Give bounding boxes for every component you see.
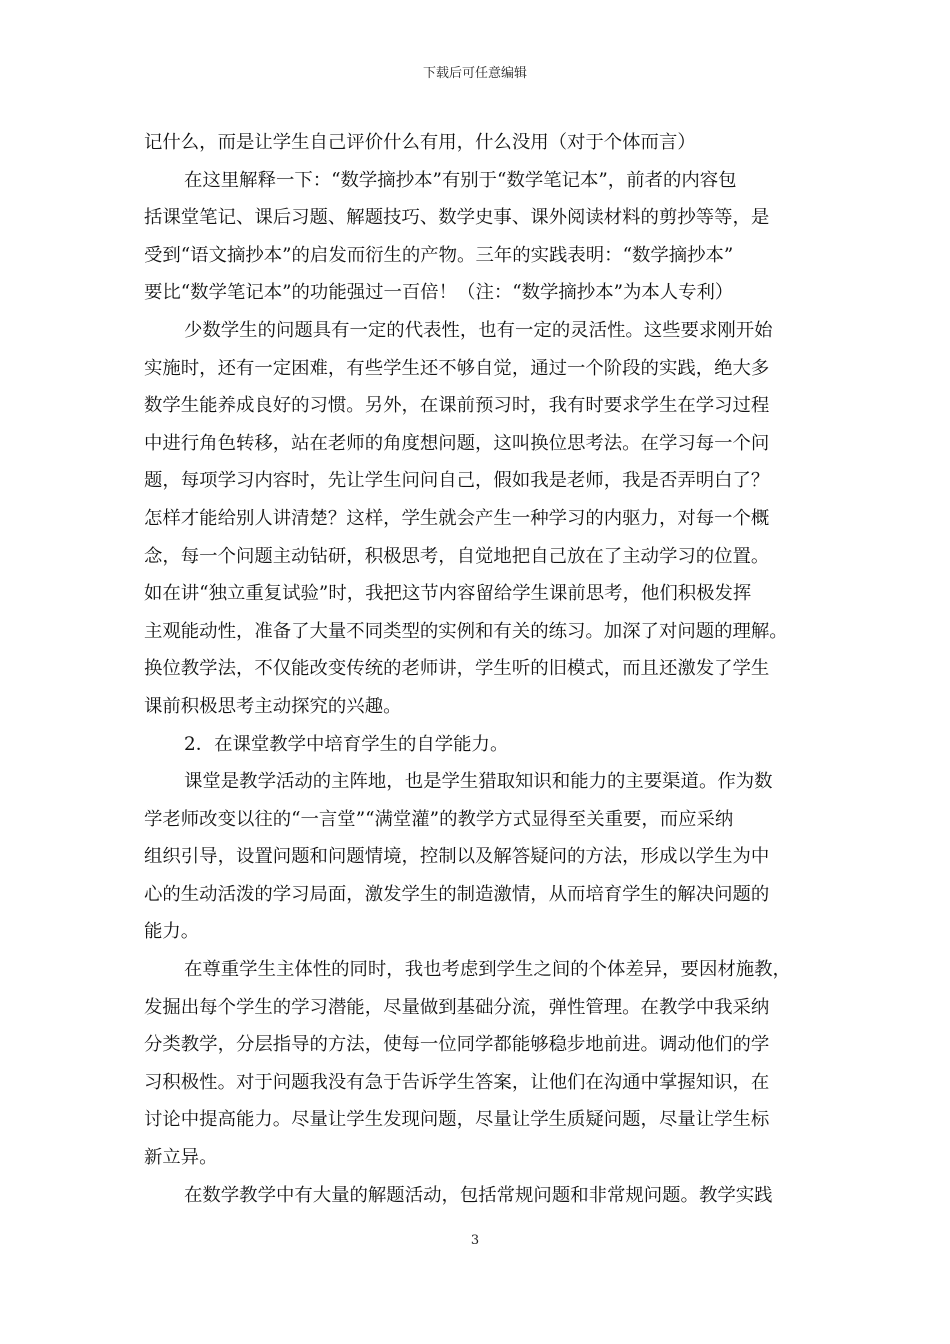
- section-heading: 2．在课堂教学中培育学生的自学能力。: [184, 733, 509, 755]
- text-line: 新立异。: [144, 1147, 218, 1169]
- text-line: 怎样才能给别人讲清楚？这样，学生就会产生一种学习的内驱力，对每一个概: [144, 507, 770, 529]
- text-line: 要比“数学笔记本”的功能强过一百倍！（注：“数学摘抄本”为本人专利）: [144, 282, 734, 304]
- text-line: 题，每项学习内容时，先让学生问问自己，假如我是老师，我是否弄明白了？: [144, 470, 770, 492]
- text-line: 念，每一个问题主动钻研，积极思考，自觉地把自己放在了主动学习的位置。: [144, 545, 770, 567]
- text-line: 发掘出每个学生的学习潜能，尽量做到基础分流，弹性管理。在教学中我采纳: [144, 996, 770, 1018]
- text-line: 主观能动性，准备了大量不同类型的实例和有关的练习。加深了对问题的理解。: [144, 620, 788, 642]
- text-line: 能力。: [144, 921, 200, 943]
- paragraph-start-line: 在数学教学中有大量的解题活动，包括常规问题和非常规问题。教学实践: [184, 1184, 773, 1206]
- text-line: 实施时，还有一定困难，有些学生还不够自觉，通过一个阶段的实践，绝大多: [144, 357, 770, 379]
- text-line: 习积极性。对于问题我没有急于告诉学生答案，让他们在沟通中掌握知识，在: [144, 1071, 770, 1093]
- text-line: 学老师改变以往的“一言堂”“满堂灌”的教学方式显得至关重要，而应采纳: [144, 808, 734, 830]
- page-header: 下载后可任意编辑: [422, 66, 527, 81]
- page-number: 3: [470, 1233, 480, 1248]
- text-line: 括课堂笔记、课后习题、解题技巧、数学史事、课外阅读材料的剪抄等等，是: [144, 207, 770, 229]
- text-line: 心的生动活泼的学习局面，激发学生的制造激情，从而培育学生的解决问题的: [144, 883, 770, 905]
- text-line: 数学生能养成良好的习惯。另外，在课前预习时，我有时要求学生在学习过程: [144, 395, 770, 417]
- text-line: 受到“语文摘抄本”的启发而衍生的产物。三年的实践表明：“数学摘抄本”: [144, 244, 734, 266]
- text-line: 记什么，而是让学生自己评价什么有用，什么没用（对于个体而言）: [144, 132, 696, 153]
- paragraph-start-line: 在这里解释一下：“数学摘抄本”有别于“数学笔记本”，前者的内容包: [184, 169, 737, 191]
- paragraph-start-line: 在尊重学生主体性的同时，我也考虑到学生之间的个体差异，要因材施教，: [184, 959, 791, 981]
- text-line: 中进行角色转移，站在老师的角度想问题，这叫换位思考法。在学习每一个问: [144, 432, 770, 454]
- paragraph-start-line: 少数学生的问题具有一定的代表性，也有一定的灵活性。这些要求刚开始: [184, 319, 773, 341]
- text-line: 分类教学，分层指导的方法，使每一位同学都能够稳步地前进。调动他们的学: [144, 1034, 770, 1056]
- text-line: 课前积极思考主动探究的兴趣。: [144, 695, 402, 717]
- paragraph-start-line: 课堂是教学活动的主阵地，也是学生猎取知识和能力的主要渠道。作为数: [184, 771, 773, 793]
- text-line: 组织引导，设置问题和问题情境，控制以及解答疑问的方法，形成以学生为中: [144, 846, 770, 868]
- document-body: [144, 124, 820, 1214]
- text-line: 换位教学法，不仅能改变传统的老师讲，学生听的旧模式，而且还激发了学生: [144, 658, 770, 680]
- text-line: 如在讲“独立重复试验”时，我把这节内容留给学生课前思考，他们积极发挥: [144, 583, 752, 605]
- text-line: 讨论中提高能力。尽量让学生发现问题，尽量让学生质疑问题，尽量让学生标: [144, 1109, 770, 1131]
